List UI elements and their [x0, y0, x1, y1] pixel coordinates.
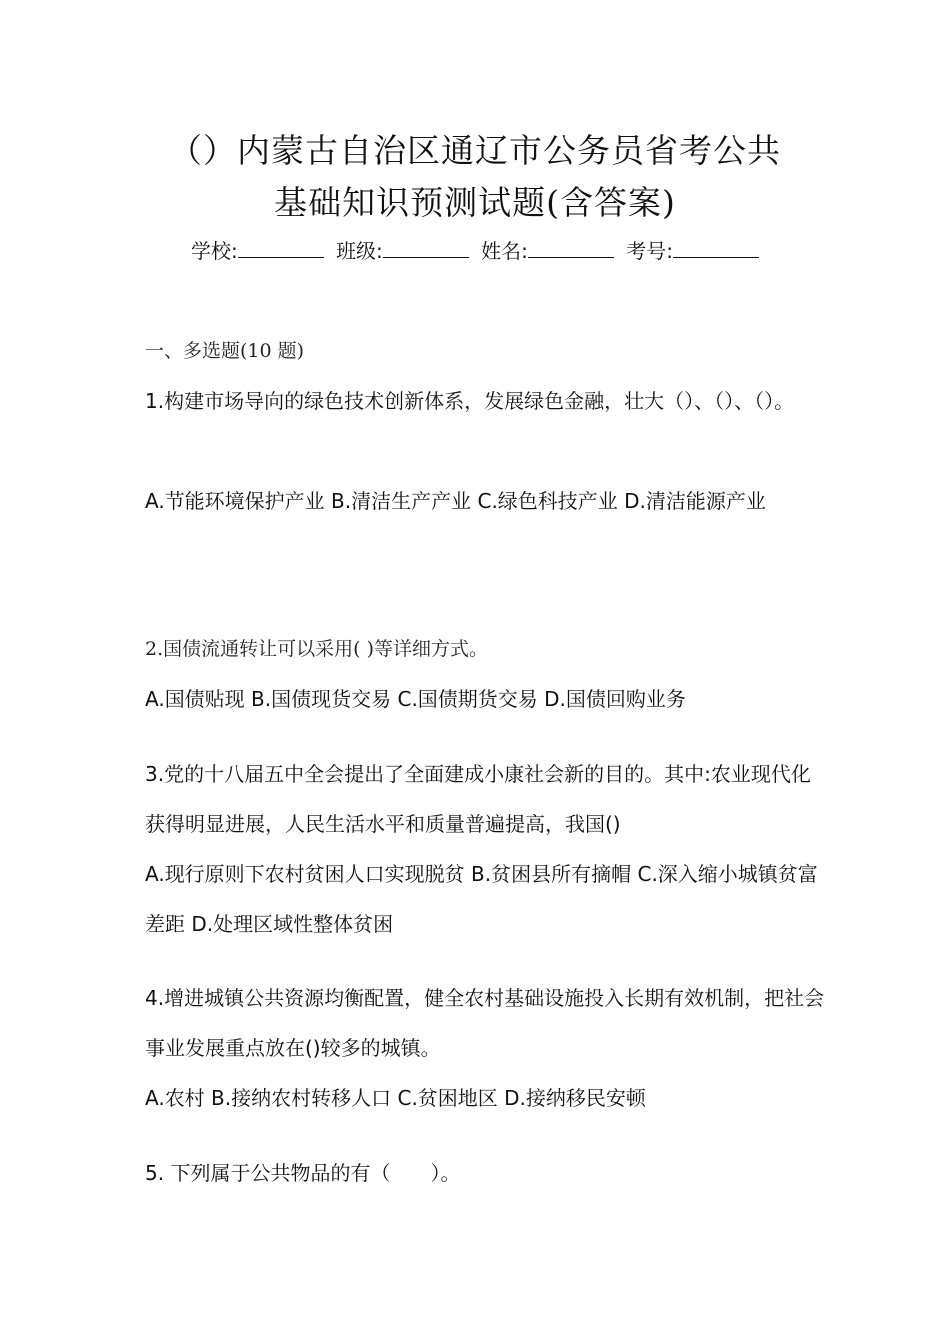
question-4-options: A.农村 B.接纳农村转移人口 C.贫困地区 D.接纳移民安顿	[145, 1086, 646, 1110]
class-label: 班级:	[336, 239, 383, 263]
school-label: 学校:	[190, 239, 238, 263]
question-3-stem: 3.党的十八届五中全会提出了全面建成小康社会新的目的。其中:农业现代化获得明显进展，人民生活水平和质量普遍提高，我国()	[145, 762, 811, 836]
name-blank	[528, 239, 614, 258]
question-2-stem: 2.国债流通转让可以采用( )等详细方式。	[145, 638, 488, 660]
question-5-stem: 5. 下列属于公共物品的有（ ）。	[145, 1161, 461, 1185]
school-blank	[238, 239, 324, 258]
question-3-options: A.现行原则下农村贫困人口实现脱贫 B.贫困县所有摘帽 C.深入缩小城镇贫富差距 D.处理区域性整体贫困	[145, 862, 818, 936]
student-info-row	[0, 236, 950, 266]
class-blank	[383, 239, 469, 258]
exam-number-field	[626, 239, 759, 263]
exam-title-line-1: （）内蒙古自治区通辽市公务员省考公共	[169, 131, 781, 170]
question-1-stem: 1.构建市场导向的绿色技术创新体系，发展绿色金融，壮大（）、（）、（）。	[145, 389, 795, 413]
question-4-stem: 4.增进城镇公共资源均衡配置，健全农村基础设施投入长期有效机制，把社会事业发展重点放在()较多的城镇。	[145, 986, 825, 1060]
school-field	[191, 239, 324, 263]
exam-number-blank	[673, 239, 759, 258]
exam-title-line-2: 基础知识预测试题(含答案)	[274, 183, 676, 222]
name-field	[481, 239, 614, 263]
question-2-options: A.国债贴现 B.国债现货交易 C.国债期货交易 D.国债回购业务	[145, 687, 686, 711]
section-heading: 一、多选题(10 题)	[145, 340, 305, 362]
question-1-options: A.节能环境保护产业 B.清洁生产产业 C.绿色科技产业 D.清洁能源产业	[145, 489, 766, 513]
class-field	[336, 239, 469, 263]
name-label: 姓名:	[481, 239, 528, 263]
exam-number-label: 考号:	[626, 239, 674, 263]
